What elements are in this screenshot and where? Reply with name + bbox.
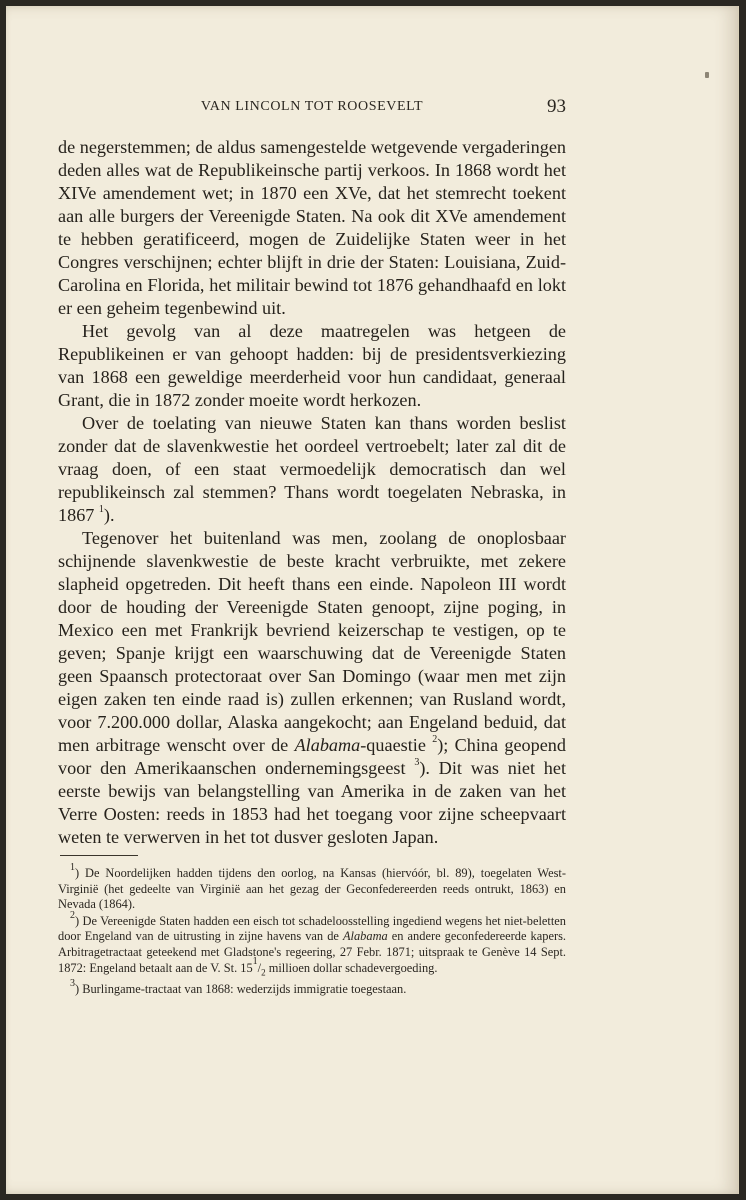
footnote-3 <box>58 977 566 998</box>
paragraph-4 <box>58 527 566 849</box>
fraction-denominator: 2 <box>261 967 266 978</box>
body-text <box>58 136 566 849</box>
paragraph-4-a: Tegenover het buitenland was men, zoolang de onoplosbaar schijnende slavenkwestie de beste kracht verbruikte, met zekere slapheid opgetreden. Dit heeft thans een einde. Napoleon III wordt door de houding der Vereenigde Staten genoopt, zijne poging, in Mexico een met Frankrijk bevriend keizerschap te vestigen, op te geven; Spanje krijgt een waarschuwing dat de Vereenigde Staten geen Spaansch protectoraat over San Domingo (waar men met zijn eigen zaken ten einde raad is) zullen erkennen; van Rusland wordt, voor 7.200.000 dollar, Alaska aangekocht; aan Engeland beduid, dat men arbitrage wenscht over de <box>58 528 566 755</box>
page-speck <box>705 72 709 78</box>
alabama-italic: Alabama <box>294 735 361 755</box>
footnote-3-mark: 3 <box>70 977 75 989</box>
paragraph-4-c: ); China geopend voor den Amerikaanschen ondernemingsgeest <box>58 735 566 778</box>
footnote-1-text: ) De Noordelijken hadden tijdens den oorlog, na Kansas (hiervóór, bl. 89), toegelaten West-Virginië (het gedeelte van Virginië aan het gezag der Geconfedereerden reeds ontrukt, 1863) en Nevada (1864). <box>58 866 566 912</box>
footnote-2-b: en andere geconfedereerde kapers. Arbitragetractaat geteekend met Gladstone's regeering, 27 Febr. 1871; uitspraak te Genève 14 Sept. 1872: Engeland betaalt aan de V. St. 15 <box>58 929 566 975</box>
footnote-2-a: ) De Vereenigde Staten hadden een eisch tot schadeloosstelling ingediend wegens het niet-beletten door Engeland van de uitrusting in zijne havens van de <box>58 913 566 944</box>
paragraph-4-d: ). Dit was niet het eerste bewijs van belangstelling van Amerika in de zaken van het Verre Oosten: reeds in 1853 had het toegang voor zijne scheepvaart weten te verwerven in het tot dusver gesloten Japan. <box>58 758 567 847</box>
footnote-divider <box>60 855 138 856</box>
footnote-1 <box>58 861 566 913</box>
paragraph-2: Het gevolg van al deze maatregelen was hetgeen de Republikeinen er van gehoopt hadden: bij de presidentsverkiezing van 1868 een geweldige meerderheid voor hun candidaat, generaal Grant, die in 1872 zonder moeite wordt herkozen. <box>58 321 566 410</box>
footnote-2-c: millioen dollar schadevergoeding. <box>268 960 438 975</box>
fraction-slash: / <box>257 960 262 975</box>
paragraph-3-text: Over de toelating van nieuwe Staten kan thans worden beslist zonder dat de slavenkwestie het oordeel vertroebelt; later zal dit de vraag doen, of een staat vermoedelijk democratisch dan wel republikeinsch zal stemmen? Thans wordt toegelaten Nebraska, in 1867 <box>58 413 566 525</box>
page-number: 93 <box>547 96 566 117</box>
paragraph-3 <box>58 412 566 527</box>
footnote-ref-2[interactable]: 2 <box>432 733 438 745</box>
footnote-2-italic: Alabama <box>342 929 388 944</box>
footnotes <box>58 861 566 998</box>
footnote-1-mark: 1 <box>70 861 75 873</box>
paragraph-4-b: -quaestie <box>360 735 426 755</box>
paragraph-1: de negerstemmen; de aldus samengestelde wetgevende vergaderingen deden alles wat de Republikeinsche partij verkoos. In 1868 wordt het XIVe amendement wet; in 1870 een XVe, dat het stemrecht toekent aan alle burgers der Vereenigde Staten. Na ook dit XVe amendement te hebben geratificeerd, mogen de Zuidelijke Staten weer in het Congres verschijnen; echter blijft in drie der Staten: Louisiana, Zuid-Carolina en Florida, het militair bewind tot 1876 gehandhaafd en lokt er een geheim tegenbewind uit. <box>58 137 566 318</box>
running-title: VAN LINCOLN TOT ROOSEVELT <box>200 99 424 114</box>
footnote-ref-1[interactable]: 1 <box>98 503 104 515</box>
footnote-3-text: ) Burlingame-tractaat van 1868: wederzijds immigratie toegestaan. <box>75 981 407 996</box>
paragraph-3-end: ). <box>103 505 115 525</box>
footnote-2 <box>58 909 566 981</box>
footnote-2-mark: 2 <box>70 909 75 921</box>
footnote-ref-3[interactable]: 3 <box>414 756 420 768</box>
fraction-numerator: 1 <box>252 956 258 968</box>
